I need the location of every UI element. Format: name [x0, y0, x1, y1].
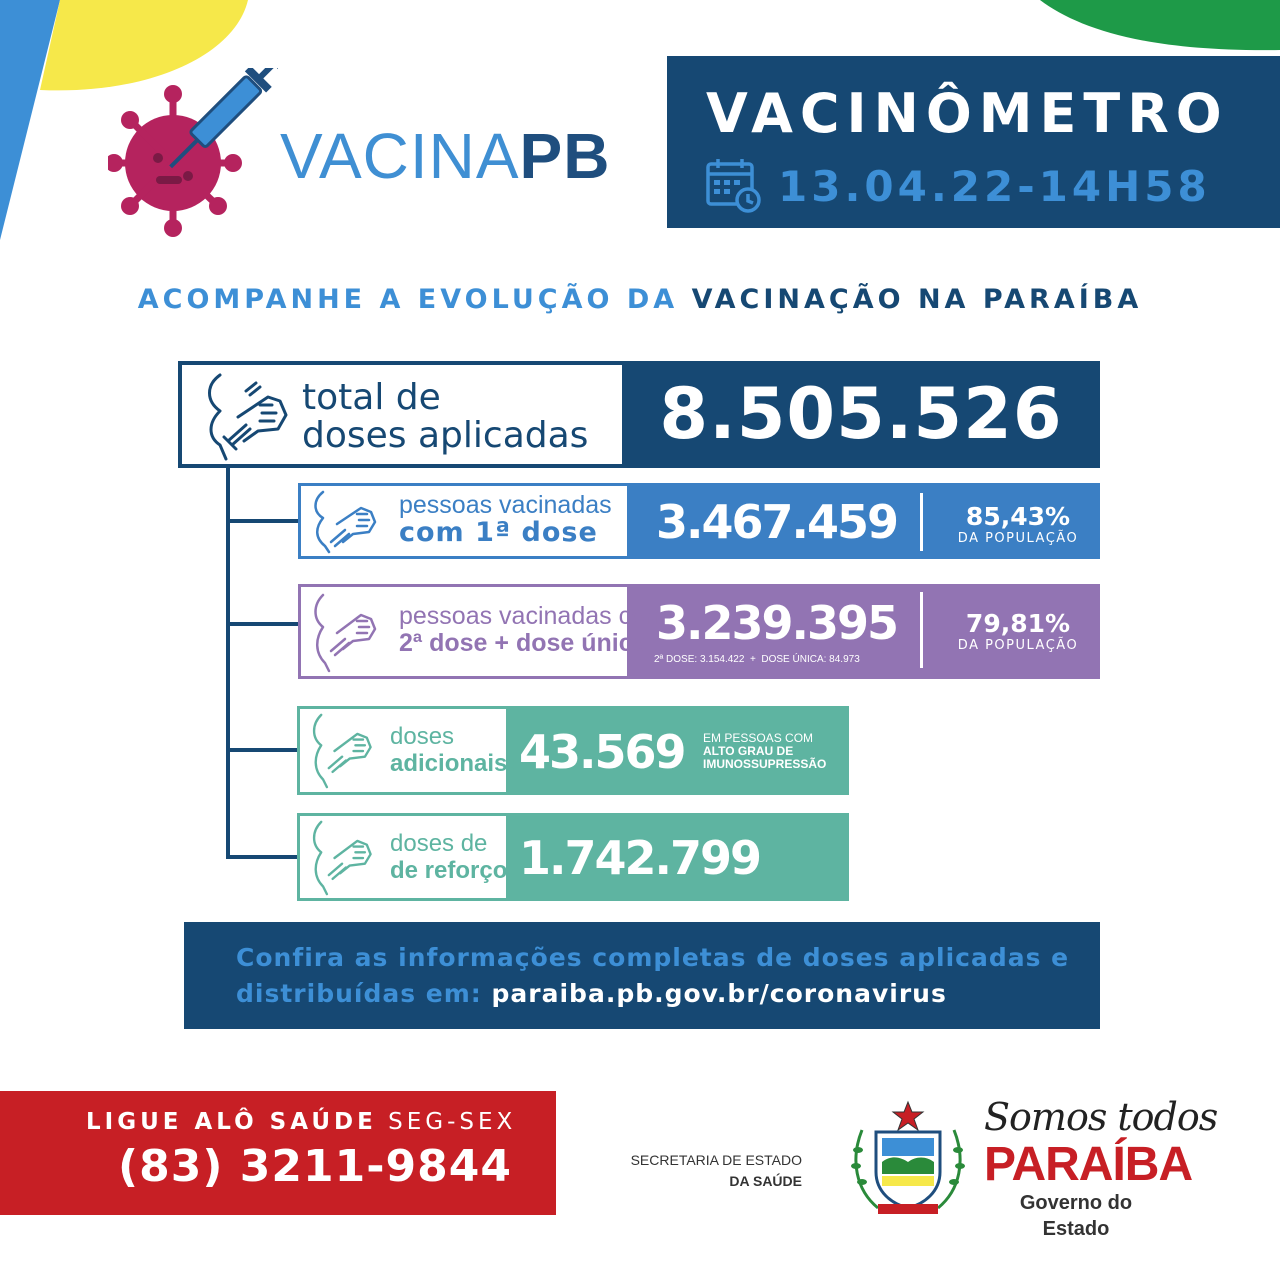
first-dose-percent: 85,43% DA POPULAÇÃO	[957, 502, 1079, 546]
info-text: Confira as informações completas de doses aplicadas e distribuídas em: paraiba.pb.gov.br/coronavirus	[236, 943, 1070, 1008]
tree-connector	[226, 748, 298, 752]
update-date: 13.04.22-14H58	[778, 162, 1211, 211]
second-dose-label-box	[301, 587, 666, 676]
first-dose-value: 3.467.459	[656, 495, 897, 549]
first-dose-card	[298, 483, 1100, 559]
total-doses-value: 8.505.526	[659, 373, 1063, 455]
separator	[920, 592, 923, 668]
additional-doses-note: EM PESSOAS COM ALTO GRAU DE IMUNOSSUPRESSÃO	[703, 731, 827, 771]
info-banner	[184, 922, 1100, 1029]
secretaria-label: SECRETARIA DE ESTADO DA SAÚDE	[630, 1152, 802, 1189]
tree-connector	[226, 855, 298, 859]
calendar-clock-icon	[706, 158, 764, 214]
tree-connector	[226, 622, 298, 626]
first-dose-label: pessoas vacinadas com 1ª dose	[399, 491, 612, 548]
total-doses-label: total de doses aplicadas	[302, 377, 589, 456]
second-dose-percent: 79,81% DA POPULAÇÃO	[957, 609, 1079, 653]
vaccine-hand-icon	[198, 371, 298, 461]
booster-doses-card	[297, 813, 849, 901]
vaccine-hand-icon	[306, 713, 382, 789]
hotline-phone[interactable]: (83) 3211-9844	[118, 1141, 512, 1192]
vaccine-hand-icon	[307, 490, 387, 554]
hotline-label: LIGUE ALÔ SAÚDE SEG-SEX	[86, 1109, 517, 1135]
info-url-link[interactable]: paraiba.pb.gov.br/coronavirus	[491, 979, 947, 1008]
additional-doses-label: doses adicionais:	[390, 723, 516, 777]
page-title: VACINÔMETRO	[706, 82, 1229, 145]
additional-doses-card	[297, 706, 849, 795]
government-logo: Somos todos PARAÍBA Governo do Estado	[984, 1095, 1218, 1240]
total-doses-label-box	[182, 365, 622, 464]
booster-doses-label-box	[300, 816, 506, 898]
decorative-corner-top-right	[1030, 0, 1280, 60]
first-dose-label-box	[301, 486, 627, 556]
coat-of-arms-icon	[848, 1100, 968, 1220]
second-dose-detail: 2ª DOSE: 3.154.422 + DOSE ÚNICA: 84.973	[654, 654, 860, 665]
tree-connector-vertical	[226, 468, 230, 858]
separator	[920, 493, 923, 551]
vaccine-hand-icon	[306, 820, 382, 896]
virus-syringe-icon	[108, 68, 278, 238]
vaccine-hand-icon	[307, 593, 387, 673]
subtitle: ACOMPANHE A EVOLUÇÃO DA VACINAÇÃO NA PARAÍBA	[137, 284, 1143, 315]
second-dose-label: pessoas vacinadas com 2ª dose + dose única	[399, 602, 666, 657]
additional-doses-value: 43.569	[519, 725, 685, 779]
hotline-banner	[0, 1091, 556, 1215]
additional-doses-label-box	[300, 709, 516, 792]
second-dose-card	[298, 584, 1100, 679]
booster-doses-value: 1.742.799	[519, 831, 760, 885]
second-dose-value: 3.239.395	[656, 596, 897, 650]
booster-doses-label: doses de de reforço	[390, 830, 508, 884]
total-doses-card	[178, 361, 1100, 468]
vacinapb-logo: VACINAPB	[280, 120, 611, 192]
tree-connector	[226, 519, 298, 523]
